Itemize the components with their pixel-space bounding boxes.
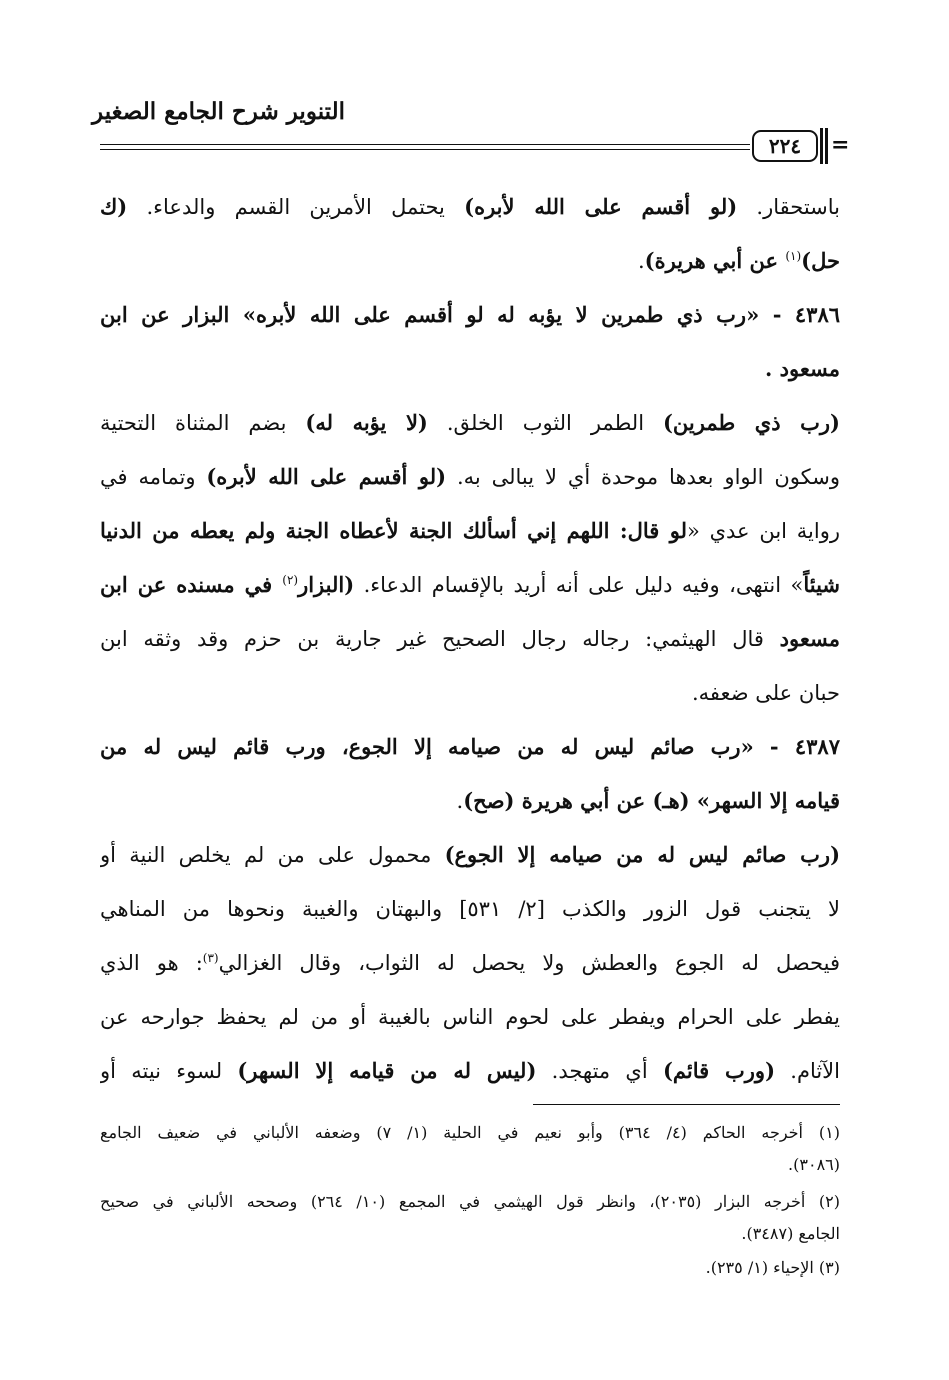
footnote-marker: (١) [785, 249, 802, 263]
bold-span: (لا يؤبه له) [305, 410, 428, 435]
bold-span: في مسنده عن ابن [100, 572, 283, 597]
page-number-ornament [825, 128, 828, 164]
running-title: التنوير شرح الجامع الصغير [92, 98, 345, 125]
bold-span: (ك [100, 194, 128, 219]
footnote-marker: (٣) [202, 951, 219, 965]
text-line [100, 612, 840, 666]
bold-span: » [229, 302, 256, 327]
bold-span: (لو أقسم على الله لأبره) [464, 194, 738, 219]
text-span: وتمامه في [100, 465, 207, 489]
footnote-line: (١) أخرجه الحاكم (٤/ ٣٦٤) وأبو نعيم في الحلية (١/ ٧) وضعفه الألباني في ضعيف الجامع [100, 1123, 840, 1142]
text-span: أي متهجد. [536, 1059, 663, 1083]
bold-span: (رب صائم ليس له من صيامه إلا الجوع) [444, 842, 840, 867]
text-span: » انتهى، وفيه دليل على أنه أريد بالإقسام الدعاء. [354, 573, 804, 597]
text-span: لا يتجنب قول الزور والكذب [٢/ ٥٣١] والبهتان والغيبة ونحوها من المناهي [100, 897, 840, 921]
footnote-line: (٣) الإحياء (١/ ٢٣٥). [705, 1258, 840, 1277]
text-line [100, 774, 840, 828]
bold-span: (رب ذي طمرين) [662, 410, 840, 435]
bold-span: عن أبي هريرة) [644, 248, 786, 273]
text-line [100, 990, 840, 1044]
footnote-marker: (٢) [282, 573, 299, 587]
text-line [100, 828, 840, 882]
text-line [100, 234, 840, 288]
bold-span: » [689, 788, 711, 813]
text-line [100, 882, 840, 936]
text-span: فيحصل له الجوع والعطش ولا يحصل له الثواب، وقال الغزالي [218, 951, 840, 975]
text-span: لسوء نيته أو [100, 1059, 238, 1083]
footnote-separator [533, 1104, 840, 1105]
bold-span: (ليس له من قيامه إلا السهر) [237, 1058, 537, 1083]
page-number-ornament [820, 128, 823, 164]
hadith-source: البزار عن ابن [100, 302, 230, 327]
hadith-text: قيامه إلا السهر [710, 788, 840, 813]
hadith-heading-line [100, 288, 840, 342]
text-span: . [456, 789, 464, 813]
hadith-number: ٤٣٨٦ - « [746, 302, 840, 327]
header-rule [100, 149, 750, 150]
page-number: ٢٢٤ [752, 130, 818, 162]
bold-span: شيئاً [803, 572, 840, 597]
text-line [100, 396, 840, 450]
header-rule [100, 144, 750, 145]
text-span: : هو الذي [100, 951, 203, 975]
text-span: بضم المثناة التحتية [100, 411, 306, 435]
text-line [100, 558, 840, 612]
text-line [100, 180, 840, 234]
bold-span: (البزار [298, 572, 355, 597]
text-span: الآثام. [775, 1059, 840, 1083]
footnote-line: (٢) أخرجه البزار (٢٠٣٥)، وانظر قول الهيثمي في المجمع (١٠/ ٢٦٤) وصححه الألباني في صحيح [100, 1192, 840, 1211]
text-line [100, 450, 840, 504]
text-line [100, 342, 840, 396]
text-line [100, 936, 840, 990]
bold-span: (لو أقسم على الله لأبره) [206, 464, 447, 489]
footnote-line: الجامع (٣٤٨٧). [741, 1224, 840, 1243]
bold-span: . [765, 356, 780, 381]
text-line [100, 504, 840, 558]
text-span: الطمر الثوب الخلق. [427, 411, 663, 435]
text-line [100, 1044, 840, 1098]
bold-span: مسعود [779, 356, 840, 381]
page-number-ornament: = [831, 132, 850, 158]
footnote-line: (٣٠٨٦). [788, 1155, 840, 1174]
text-span: محمول على من لم يخلص النية أو [100, 843, 445, 867]
text-span: رواية ابن عدي « [686, 519, 840, 543]
bold-span: مسعود [779, 626, 840, 651]
text-span: يفطر على الحرام ويفطر على لحوم الناس بالغيبة أو من لم يحفظ جوارحه عن [100, 1005, 840, 1029]
text-span: باستحقار. [737, 195, 840, 219]
bold-span: لو قال: اللهم إني أسألك الجنة لأعطاه الجنة ولم يعطه من الدنيا [100, 518, 687, 543]
text-span: . [637, 249, 645, 273]
bold-span: حل) [801, 248, 840, 273]
hadith-heading-line [100, 720, 840, 774]
text-span: يحتمل الأمرين القسم والدعاء. [127, 195, 465, 219]
text-line [100, 666, 840, 720]
text-span: حبان على ضعفه. [692, 681, 840, 705]
hadith-source: (هـ) عن أبي هريرة (صح) [463, 788, 690, 813]
hadith-text: رب صائم ليس له من صيامه إلا الجوع، ورب قائم ليس له من [100, 734, 741, 759]
text-span: وسكون الواو بعدها موحدة أي لا يبالى به. [446, 465, 840, 489]
hadith-text: رب ذي طمرين لا يؤبه له لو أقسم على الله لأبره [255, 302, 747, 327]
text-span: قال الهيثمي: رجاله رجال الصحيح غير جارية بن حزم وقد وثقه ابن [100, 627, 780, 651]
bold-span: (ورب قائم) [662, 1058, 776, 1083]
hadith-number: ٤٣٨٧ - « [740, 734, 840, 759]
